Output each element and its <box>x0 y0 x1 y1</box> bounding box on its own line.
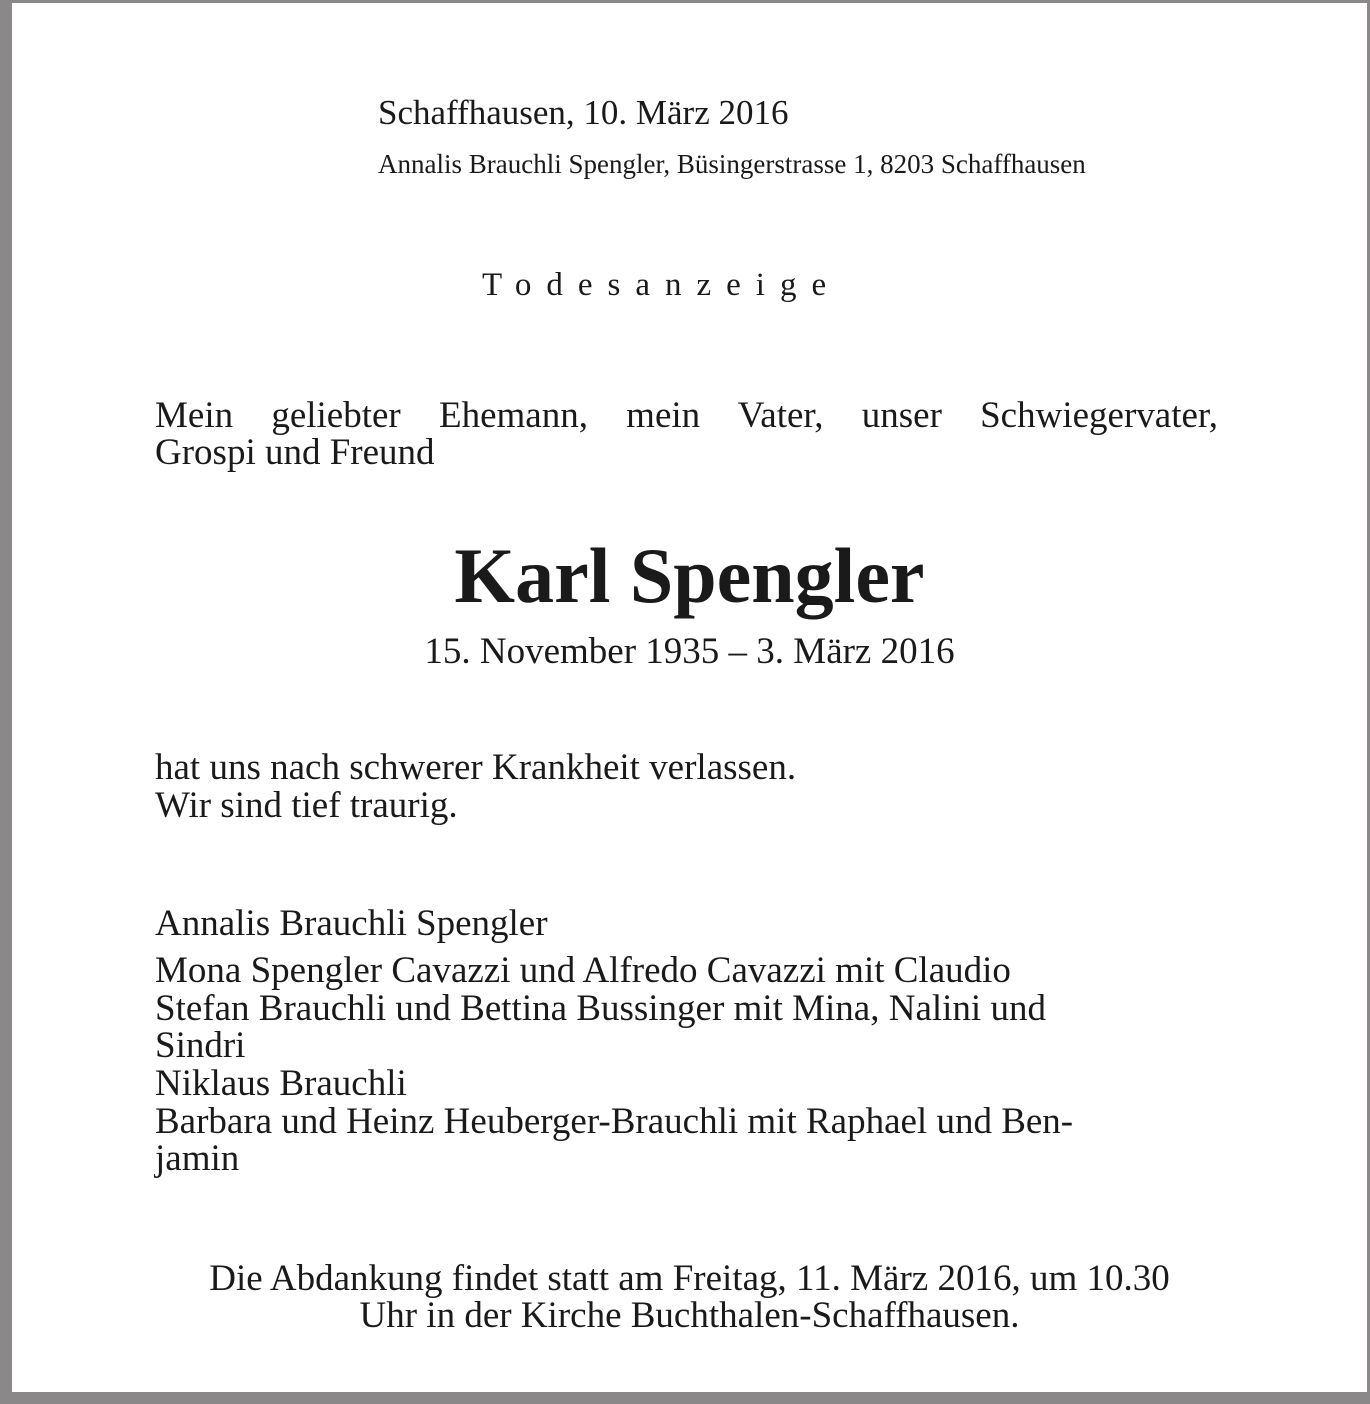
mourner: Annalis Brauchli Spengler <box>155 903 548 944</box>
service-line-1: Die Abdankung findet statt am Freitag, 11. März 2016, um 10.30 <box>209 1258 1170 1299</box>
message-line-2: Wir sind tief traurig. <box>155 785 458 826</box>
mourner: jamin <box>155 1138 240 1179</box>
mourner: Niklaus Brauchli <box>155 1063 407 1104</box>
life-dates: 15. November 1935 – 3. März 2016 <box>424 631 955 672</box>
mourner: Sindri <box>155 1025 246 1066</box>
mourner: Barbara und Heinz Heuberger-Brauchli mit Raphael und Ben- <box>155 1101 1074 1142</box>
address: Annalis Brauchli Spengler, Büsingerstrasse 1, 8203 Schaffhausen <box>378 149 1086 179</box>
message-line-1: hat uns nach schwerer Krankheit verlassen. <box>155 747 797 788</box>
mourner: Stefan Brauchli und Bettina Bussinger mit Mina, Nalini und <box>155 988 1046 1029</box>
obituary-page <box>12 3 1367 1392</box>
mourner: Mona Spengler Cavazzi und Alfredo Cavazzi mit Claudio <box>155 950 1011 991</box>
heading: Todesanzeige <box>482 267 842 303</box>
intro-line-1: Mein geliebter Ehemann, mein Vater, unser Schwiegervater, <box>155 395 1218 436</box>
service-line-2: Uhr in der Kirche Buchthalen-Schaffhausen. <box>359 1295 1020 1336</box>
intro-line-2: Grospi und Freund <box>155 432 435 473</box>
place-date: Schaffhausen, 10. März 2016 <box>378 93 789 132</box>
deceased-name: Karl Spengler <box>454 532 925 619</box>
